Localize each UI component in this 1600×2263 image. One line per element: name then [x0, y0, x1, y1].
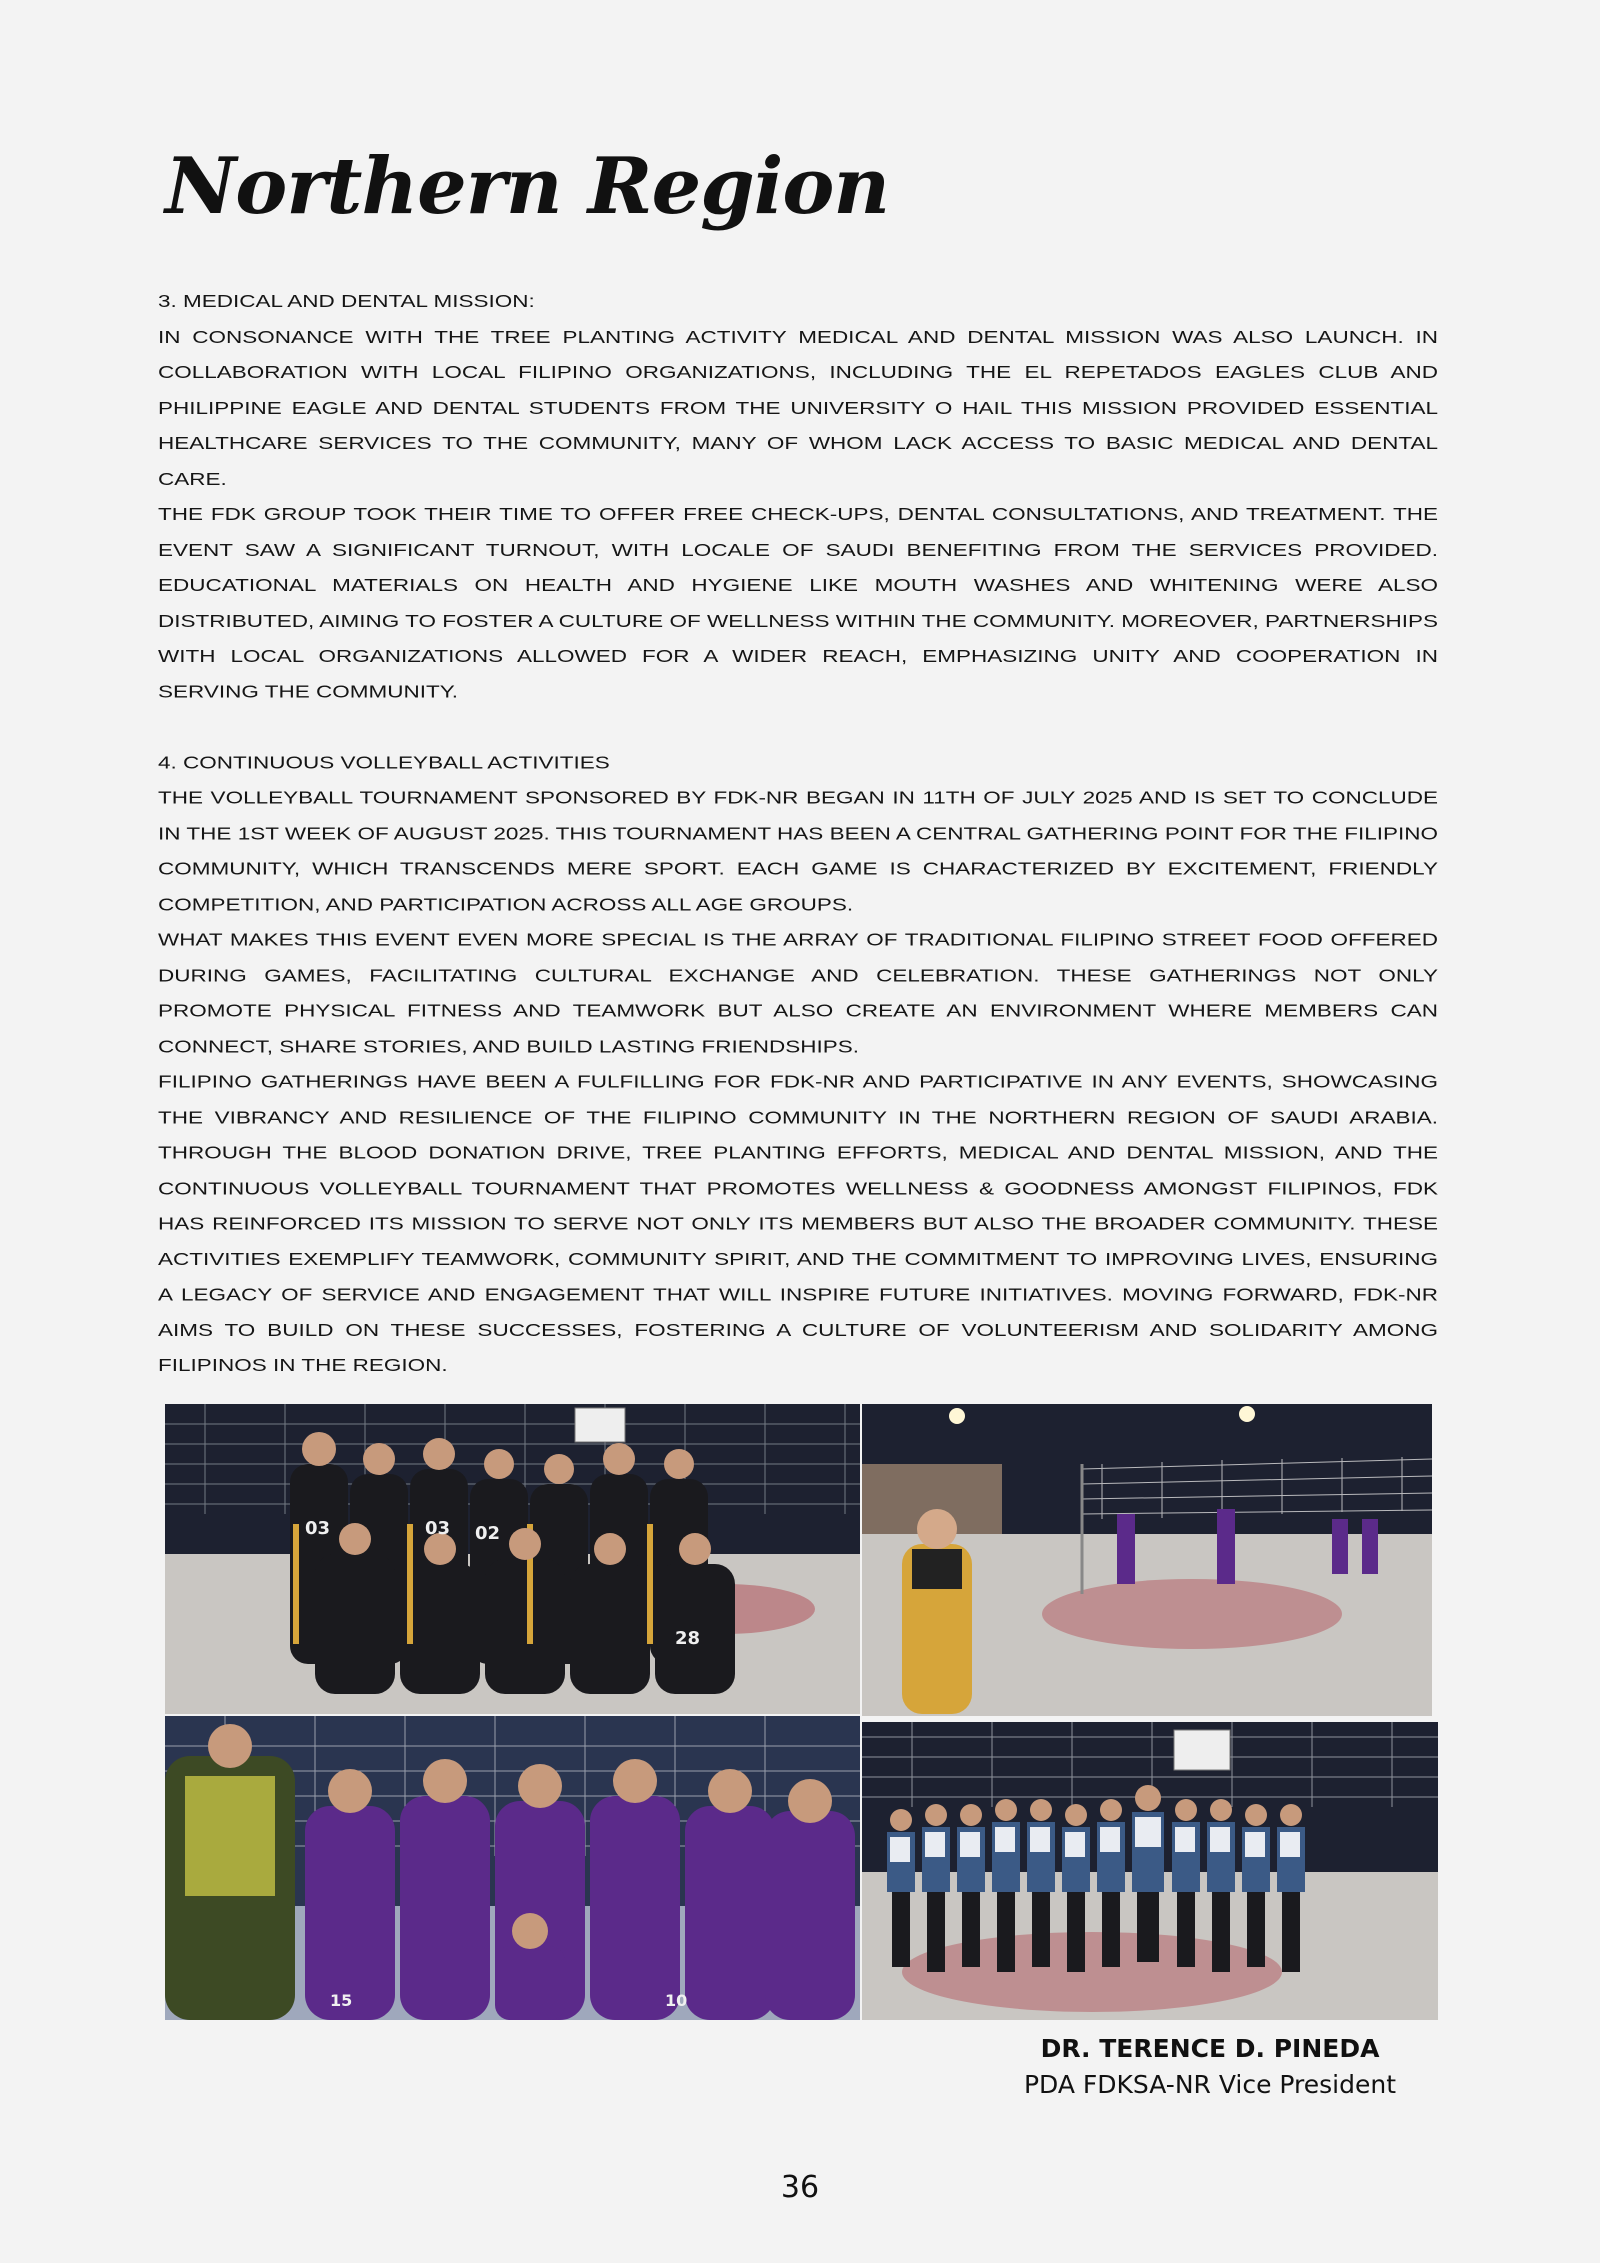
team-photo-purple-image — [165, 1716, 860, 2020]
team-photo-black-gold — [165, 1404, 860, 1714]
paragraph-conclusion: FILIPINO GATHERINGS HAVE BEEN A FULFILLING FOR FDK-NR AND PARTICIPATIVE IN ANY EVENTS, SHOWCASING THE VIBRANCY AND RESILIENCE OF THE FILIPINO COMMUNITY IN THE NORTHERN REGION OF SAUDI ARABIA. THROUGH THE BLOOD DONATION DRIVE, TREE PLANTING EFFORTS, MEDICAL AND DENTAL MISSION, AND THE CONTINUOUS VOLLEYBALL TOURNAMENT THAT PROMOTES WELLNESS & GOODNESS AMONGST FILIPINOS, FDK HAS REINFORCED ITS MISSION TO SERVE NOT ONLY ITS MEMBERS BUT ALSO THE BROADER COMMUNITY. THESE ACTIVITIES EXEMPLIFY TEAMWORK, COMMUNITY SPIRIT, AND THE COMMITMENT TO IMPROVING LIVES, ENSURING A LEGACY OF SERVICE AND ENGAGEMENT THAT WILL INSPIRE FUTURE INITIATIVES. MOVING FORWARD, FDK-NR AIMS TO BUILD ON THESE SUCCESSES, FOSTERING A CULTURE OF VOLUNTEERISM AND SOLIDARITY AMONG FILIPINOS IN THE REGION. — [158, 1071, 1438, 1376]
jersey-number: 28 — [675, 1628, 701, 1649]
jersey-number: 02 — [475, 1523, 501, 1544]
team-photo-blue-white — [862, 1722, 1438, 2020]
jersey-number: 03 — [425, 1518, 451, 1539]
article-body — [158, 284, 1438, 1384]
page-title: Northern Region — [165, 141, 890, 232]
paragraph-medical-details: THE FDK GROUP TOOK THEIR TIME TO OFFER FREE CHECK-UPS, DENTAL CONSULTATIONS, AND TREATMENT. THE EVENT SAW A SIGNIFICANT TURNOUT, WITH LOCALE OF SAUDI BENEFITING FROM THE SERVICES PROVIDED. EDUCATIONAL MATERIALS ON HEALTH AND HYGIENE LIKE MOUTH WASHES AND WHITENING WERE ALSO DISTRIBUTED, AIMING TO FOSTER A CULTURE OF WELLNESS WITHIN THE COMMUNITY. MOREOVER, PARTNERSHIPS WITH LOCAL ORGANIZATIONS ALLOWED FOR A WIDER REACH, EMPHASIZING UNITY AND COOPERATION IN SERVING THE COMMUNITY. — [158, 504, 1438, 702]
team-photo-purple — [165, 1716, 860, 2020]
signatory-role: PDA FDKSA-NR Vice President — [1023, 2070, 1397, 2099]
section-heading-medical: 3. MEDICAL AND DENTAL MISSION: — [158, 291, 535, 312]
jersey-number: 10 — [665, 1991, 688, 2010]
jersey-number: 03 — [305, 1518, 331, 1539]
volleyball-game-photo — [862, 1404, 1432, 1716]
signatory-name: DR. TERENCE D. PINEDA — [1040, 2034, 1380, 2063]
paragraph-volleyball-intro: THE VOLLEYBALL TOURNAMENT SPONSORED BY FDK-NR BEGAN IN 11TH OF JULY 2025 AND IS SET TO CONCLUDE IN THE 1ST WEEK OF AUGUST 2025. THIS TOURNAMENT HAS BEEN A CENTRAL GATHERING POINT FOR THE FILIPINO COMMUNITY, WHICH TRANSCENDS MERE SPORT. EACH GAME IS CHARACTERIZED BY EXCITEMENT, FRIENDLY COMPETITION, AND PARTICIPATION ACROSS ALL AGE GROUPS. — [158, 787, 1438, 915]
paragraph-volleyball-food: WHAT MAKES THIS EVENT EVEN MORE SPECIAL IS THE ARRAY OF TRADITIONAL FILIPINO STREET FOOD OFFERED DURING GAMES, FACILITATING CULTURAL EXCHANGE AND CELEBRATION. THESE GATHERINGS NOT ONLY PROMOTE PHYSICAL FITNESS AND TEAMWORK BUT ALSO CREATE AN ENVIRONMENT WHERE MEMBERS CAN CONNECT, SHARE STORIES, AND BUILD LASTING FRIENDSHIPS. — [158, 929, 1438, 1056]
section-heading-volleyball: 4. CONTINUOUS VOLLEYBALL ACTIVITIES — [158, 752, 610, 773]
volleyball-game-photo-image — [862, 1404, 1432, 1716]
page-number: 36 — [780, 2170, 820, 2205]
paragraph-medical-intro: IN CONSONANCE WITH THE TREE PLANTING ACTIVITY MEDICAL AND DENTAL MISSION WAS ALSO LAUNCH. IN COLLABORATION WITH LOCAL FILIPINO ORGANIZATIONS, INCLUDING THE EL REPETADOS EAGLES CLUB AND PHILIPPINE EAGLE AND DENTAL STUDENTS FROM THE UNIVERSITY O HAIL THIS MISSION PROVIDED ESSENTIAL HEALTHCARE SERVICES TO THE COMMUNITY, MANY OF WHOM LACK ACCESS TO BASIC MEDICAL AND DENTAL CARE. — [158, 326, 1438, 489]
paragraph-spacer — [158, 710, 1438, 745]
jersey-number: 15 — [330, 1991, 353, 2010]
team-photo-blue-white-image — [862, 1722, 1438, 2020]
team-photo-black-gold-image — [165, 1404, 860, 1714]
